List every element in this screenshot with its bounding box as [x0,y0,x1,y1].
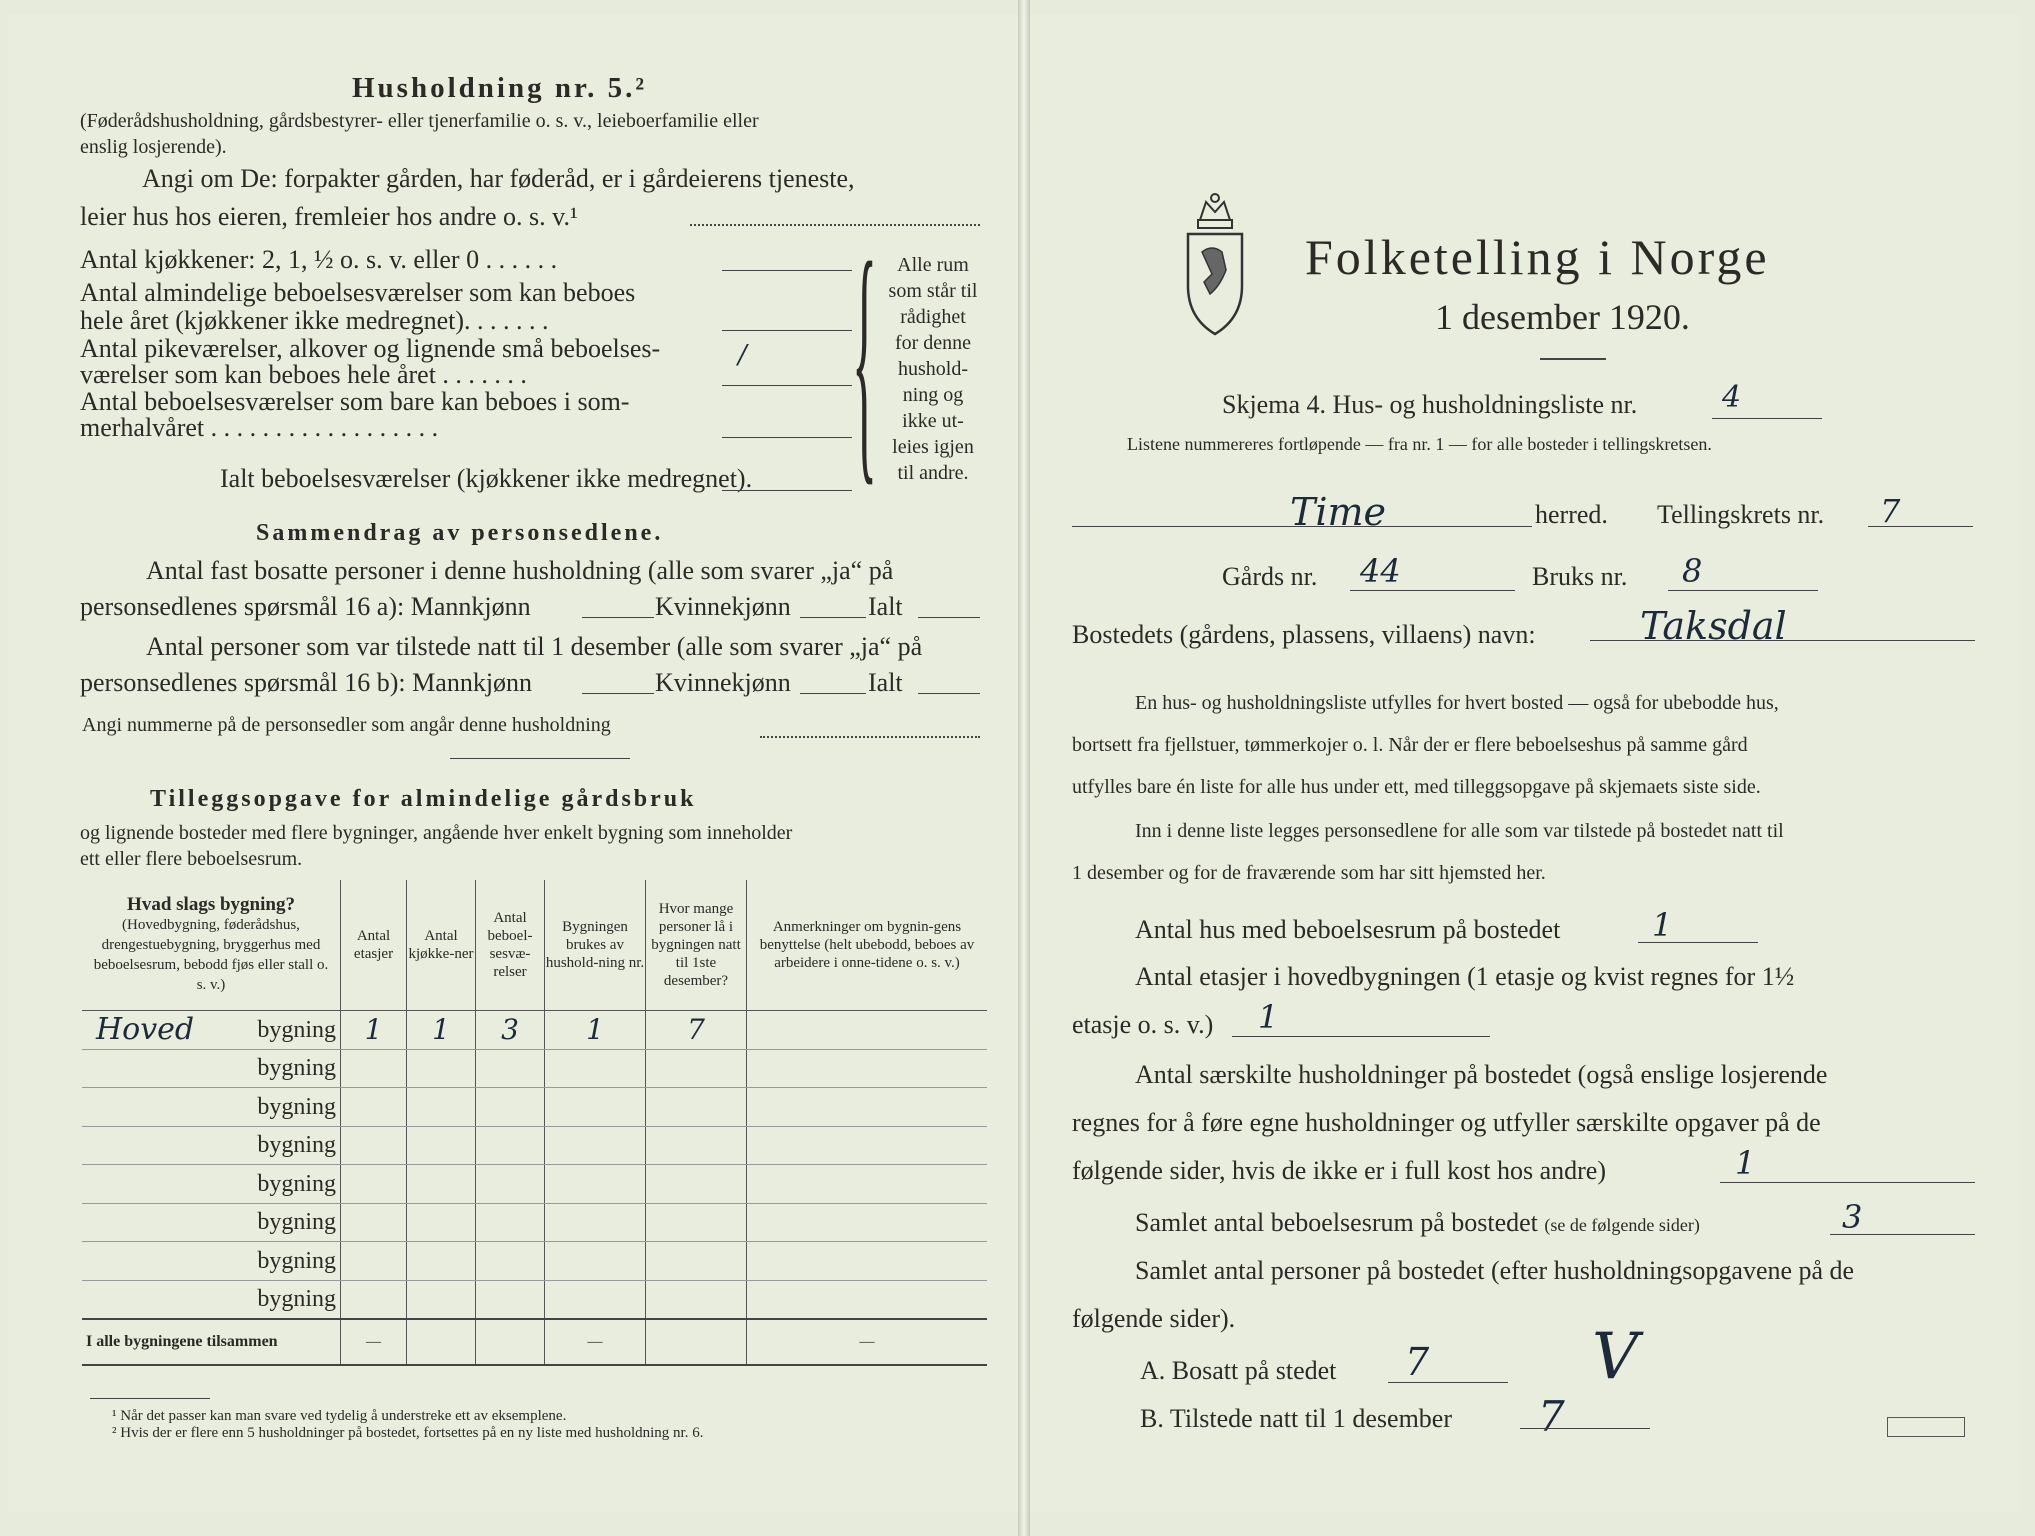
empty-cell [476,1088,545,1127]
note-line: ikke ut- [902,410,964,432]
empty-cell [747,1049,988,1088]
ialt-answer-1 [918,617,980,618]
bygning-label: bygning [82,1165,341,1204]
kjokkener-cell: 1 [407,1011,476,1050]
bruks-nr: 8 [1682,552,1703,590]
household-intro: (Føderådshusholdning, gårdsbestyrer- eller tjenerfamilie o. s. v., leieboerfamilie eller [80,110,759,132]
angi-nummerne: Angi nummerne på de personsedler som angår denne husholdning [82,714,611,736]
household-title: Husholdning nr. 5.² [352,72,648,104]
q-husholdninger-1: Antal særskilte husholdninger på bostedet (også enslige losjerende [1135,1060,1828,1089]
pike-answer-line [722,385,852,386]
summary-line-2: personsedlenes spørsmål 16 a): Mannkjønn [80,592,531,621]
building-table [82,880,987,1366]
col-kjokkener: Antal kjøkke-ner [407,880,476,1011]
anmerkninger-cell [747,1011,988,1050]
bygning-label: bygning [82,1242,341,1281]
household-intro-2: enslig losjerende). [80,136,227,158]
instruction-5: 1 desember og for de fraværende som har sitt hjemsted her. [1072,862,1546,884]
empty-cell [646,1203,747,1242]
summary-line-1: Antal fast bosatte personer i denne husholdning (alle som svarer „ja“ på [146,556,894,585]
empty-cell [747,1165,988,1204]
empty-cell [341,1126,407,1165]
gards-line [1350,590,1515,591]
q-hus-value: 1 [1652,906,1673,944]
sum-kjokkener [407,1319,476,1365]
angi-fill-line [690,224,980,226]
empty-cell [646,1126,747,1165]
mann-answer-1 [582,617,654,618]
q-etasjer-label-1: Antal etasjer i hovedbygningen (1 etasje og kvist regnes for 1½ [1135,962,1795,991]
empty-cell [407,1165,476,1204]
footnote-2: ² Hvis der er flere enn 5 husholdninger på bostedet, fortsettes på en ny liste med husholdning nr. 6. [112,1425,704,1441]
sum-anmerkninger: — [747,1319,988,1365]
kvinne-answer-2 [800,693,866,694]
herred-label: herred. [1535,500,1608,529]
q-husholdninger-2: regnes for å føre egne husholdninger og utfyller særskilte opgaver på de [1072,1108,1821,1137]
sum-husholdning: — [545,1319,646,1365]
bygning-label: bygning [82,1203,341,1242]
col-building-type-title: Hvad slags bygning? [127,894,295,915]
check-mark: V [1592,1320,1639,1394]
pike-mark: / [738,340,747,370]
sum-vaerelser [476,1319,545,1365]
empty-cell [407,1280,476,1319]
empty-cell [407,1049,476,1088]
kjokkener-answer-line [722,270,852,271]
footnote-rule [90,1398,210,1399]
bygning-label: bygning [82,1126,341,1165]
note-line: ning og [902,384,964,406]
note-line: Alle rum [897,254,969,276]
etasjer-cell: 1 [341,1011,407,1050]
bostedet-line [1590,640,1975,641]
empty-cell [646,1165,747,1204]
empty-cell [407,1088,476,1127]
summary-ialt-1: Ialt [868,592,903,621]
mann-answer-2 [582,693,654,694]
q-rum-text: Samlet antal beboelsesrum på bostedet [1135,1208,1538,1237]
building-type-value: Hoved [96,1011,195,1047]
summary-title: Sammendrag av personsedlene. [256,520,664,546]
q-rum-label [1135,1208,1700,1238]
empty-cell [341,1165,407,1204]
summary-line-3: Antal personer som var tilstede natt til 1 desember (alle som svarer „ja“ på [146,632,923,661]
building-table-header [82,880,987,1011]
empty-cell [545,1049,646,1088]
empty-cell [545,1242,646,1281]
empty-cell [341,1280,407,1319]
summary-ialt-2: Ialt [868,668,903,697]
q-bosatt-value: 7 [1405,1340,1430,1384]
col-beboelsesvaerelser: Antal beboel-sesvæ-relser [476,880,545,1011]
tillegg-title: Tilleggsopgave for almindelige gårdsbruk [150,786,697,812]
empty-cell [747,1242,988,1281]
q-etasjer-value: 1 [1258,998,1279,1036]
summary-kvinne-1: Kvinnekjønn [655,592,791,621]
q-hus-line [1638,942,1758,943]
note-line: som står til [888,280,978,302]
listene-note: Listene nummereres fortløpende — fra nr. 1 — for alle bosteder i tellingskretsen. [1127,434,1712,454]
bostedet-value: Taksdal [1640,604,1787,648]
empty-cell [341,1088,407,1127]
alm-label-1: Antal almindelige beboelsesværelser som kan beboes [80,278,636,307]
empty-cell [341,1242,407,1281]
husholdning-cell: 1 [545,1011,646,1050]
ialt-answer-2 [918,693,980,694]
table-row [82,1126,987,1165]
bygning-label: bygning [82,1088,341,1127]
col-building-type-desc: (Hovedbygning, føderådshus, drengestuebygning, bryggerhus med beboelsesrum, bebodd fjøs eller stall o. s. v.) [93,917,329,993]
table-row [82,1242,987,1281]
page-fold [1018,0,1030,1536]
tillegg-line-2: ett eller flere beboelsesrum. [80,848,303,870]
census-title: Folketelling i Norge [1305,229,1770,285]
gards-nr: 44 [1360,552,1401,590]
q-husholdninger-3: følgende sider, hvis de ikke er i full kost hos andre) [1072,1156,1606,1185]
q-rum-small: (se de følgende sider) [1544,1215,1700,1235]
bruks-label: Bruks nr. [1532,562,1628,591]
summary-kvinne-2: Kvinnekjønn [655,668,791,697]
col-personer: Hvor mange personer lå i bygningen natt til 1ste desember? [646,880,747,1011]
table-row [82,1203,987,1242]
angi-line-1: Angi om De: forpakter gården, har føderåd, er i gårdeierens tjeneste, [142,164,855,193]
footnote-1: ¹ Når det passer kan man svare ved tydelig å understreke ett av eksemplene. [112,1408,567,1424]
norway-coat-of-arms-icon [1182,190,1248,340]
q-husholdninger-value: 1 [1735,1144,1756,1182]
gards-label: Gårds nr. [1222,562,1318,591]
skjema-nr-line [1712,418,1822,419]
angi-line-2: leier hus hos eieren, fremleier hos andre o. s. v.¹ [80,202,578,231]
census-date: 1 desember 1920. [1435,297,1690,337]
empty-cell [545,1165,646,1204]
angi-nummerne-line [760,736,980,738]
empty-cell [646,1088,747,1127]
table-row [82,1165,987,1204]
empty-cell [545,1280,646,1319]
empty-cell [341,1203,407,1242]
instruction-1: En hus- og husholdningsliste utfylles for hvert bosted — også for ubebodde hus, [1135,692,1779,714]
empty-cell [476,1126,545,1165]
q-etasjer-label-2: etasje o. s. v.) [1072,1010,1214,1039]
printer-stamp [1887,1417,1965,1437]
tellingskrets-nr: 7 [1880,492,1901,530]
empty-cell [747,1126,988,1165]
vaerelser-cell: 3 [476,1011,545,1050]
col-husholdning-nr: Bygningen brukes av hushold-ning nr. [545,880,646,1011]
col-building-type [82,880,341,1011]
sum-personer [646,1319,747,1365]
sum-etasjer: — [341,1319,407,1365]
empty-cell [747,1280,988,1319]
empty-cell [747,1088,988,1127]
tellingskrets-label: Tellingskrets nr. [1657,500,1825,529]
alm-label-2: hele året (kjøkkener ikke medregnet). . . . . . . [80,306,549,335]
title-rule [1540,358,1606,360]
q-husholdninger-line [1720,1182,1975,1183]
empty-cell [646,1280,747,1319]
q-hus-label: Antal hus med beboelsesrum på bostedet [1135,915,1561,944]
table-row [82,1049,987,1088]
q-rum-value: 3 [1842,1198,1863,1236]
note-line: hushold- [898,358,968,380]
q-personer-2: følgende sider). [1072,1304,1236,1333]
sum-label: I alle bygningene tilsammen [82,1319,341,1365]
empty-cell [476,1203,545,1242]
empty-cell [747,1203,988,1242]
empty-cell [476,1280,545,1319]
personer-cell: 7 [646,1011,747,1050]
col-anmerkninger: Anmerkninger om bygnin-gens benyttelse (helt ubebodd, beboes av arbeidere i onne-tidene o. s. v.) [747,880,988,1011]
section-divider [450,758,630,759]
q-bosatt-line [1388,1382,1508,1383]
som-label-2: merhalvåret . . . . . . . . . . . . . . . . . . [80,413,439,442]
table-row [82,1280,987,1319]
bygning-label: bygning [82,1049,341,1088]
empty-cell [407,1203,476,1242]
kjokkener-label: Antal kjøkkener: 2, 1, ½ o. s. v. eller 0 . . . . . . [80,245,558,274]
table-sum-row [82,1319,987,1365]
note-line: til andre. [897,462,969,484]
empty-cell [407,1242,476,1281]
herred-line [1072,526,1532,527]
q-bosatt-label: A. Bosatt på stedet [1140,1356,1337,1385]
instruction-4: Inn i denne liste legges personsedlene for alle som var tilstede på bostedet natt til [1135,820,1784,842]
alm-answer-line [722,330,852,331]
empty-cell [646,1049,747,1088]
table-row [82,1088,987,1127]
empty-cell [341,1049,407,1088]
summary-line-4: personsedlenes spørsmål 16 b): Mannkjønn [80,668,533,697]
rooms-brace: { [852,214,877,511]
bygning-label: bygning [82,1280,341,1319]
kvinne-answer-1 [800,617,866,618]
note-line: for denne [894,332,972,354]
pike-label-1: Antal pikeværelser, alkover og lignende små beboelses- [80,334,661,363]
ialt-rooms-label: Ialt beboelsesværelser (kjøkkener ikke medregnet). [220,464,753,493]
note-line: rådighet [900,306,966,328]
q-personer-1: Samlet antal personer på bostedet (efter husholdningsopgavene på de [1135,1256,1855,1285]
empty-cell [476,1049,545,1088]
bygning-label: bygning [257,1016,336,1043]
tellingskrets-line [1868,526,1973,527]
tillegg-line-1: og lignende bosteder med flere bygninger, angående hver enkelt bygning som inneholder [80,822,793,844]
building-type-cell [82,1011,341,1050]
skjema-label: Skjema 4. Hus- og husholdningsliste nr. [1222,390,1638,419]
empty-cell [545,1088,646,1127]
pike-label-2: værelser som kan beboes hele året . . . . . . . [80,360,527,389]
instruction-3: utfylles bare én liste for alle hus under ett, med tilleggsopgave på skjemaets siste side. [1072,776,1761,798]
empty-cell [476,1242,545,1281]
empty-cell [545,1126,646,1165]
q-rum-line [1830,1234,1975,1235]
som-label-1: Antal beboelsesværelser som bare kan beboes i som- [80,387,630,416]
q-etasjer-line [1232,1036,1490,1037]
col-etasjer: Antal etasjer [341,880,407,1011]
herred-value: Time [1290,490,1387,534]
skjema-nr: 4 [1722,380,1742,415]
ialt-rooms-answer-line [722,490,852,491]
bostedet-label: Bostedets (gårdens, plassens, villaens) navn: [1072,620,1536,649]
note-line: leies igjen [892,436,974,458]
empty-cell [407,1126,476,1165]
table-row [82,1011,987,1050]
q-tilstede-line [1520,1428,1650,1429]
empty-cell [646,1242,747,1281]
bruks-line [1668,590,1818,591]
empty-cell [545,1203,646,1242]
q-tilstede-label: B. Tilstede natt til 1 desember [1140,1404,1452,1433]
q-tilstede-value: 7 [1538,1392,1565,1441]
som-answer-line [722,437,852,438]
rooms-note [878,252,988,486]
empty-cell [476,1165,545,1204]
instruction-2: bortsett fra fjellstuer, tømmerkojer o. l. Når der er flere beboelseshus på samme gård [1072,734,1748,756]
